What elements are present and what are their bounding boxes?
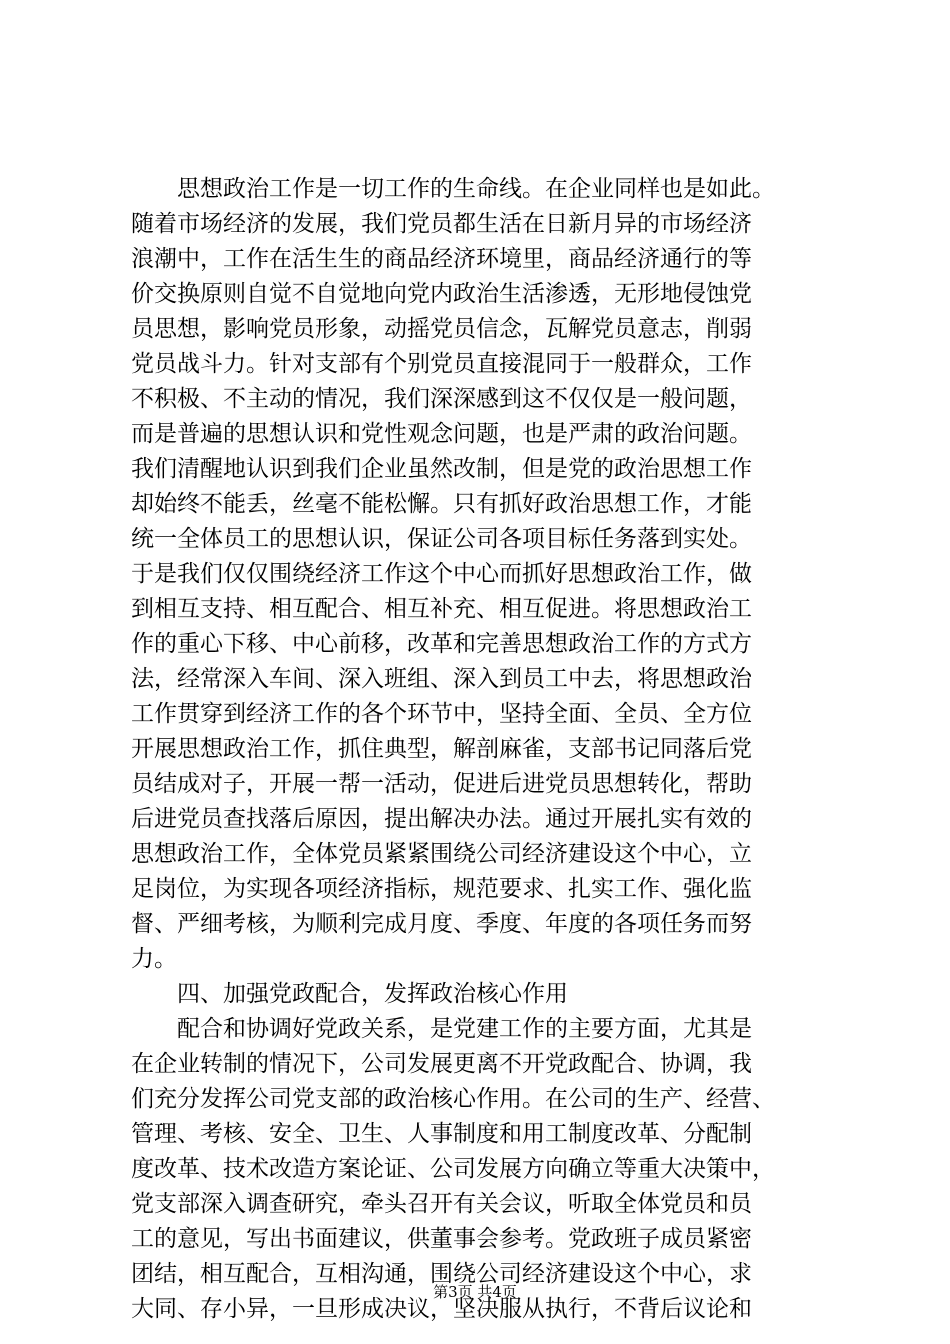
paragraph-line: 却始终不能丢，丝毫不能松懈。只有抓好政治思想工作，才能 [131, 491, 752, 517]
paragraph-line: 价交换原则自觉不自觉地向党内政治生活渗透，无形地侵蚀党 [131, 281, 752, 307]
body-text [131, 172, 831, 1327]
paragraph-line: 不积极、不主动的情况，我们深深感到这不仅仅是一般问题， [131, 386, 752, 412]
paragraph-line: 管理、考核、安全、卫生、人事制度和用工制度改革、分配制 [131, 1121, 752, 1147]
paragraph-line: 思想政治工作，全体党员紧紧围绕公司经济建设这个中心，立 [131, 841, 752, 867]
paragraph-line: 后进党员查找落后原因，提出解决办法。通过开展扎实有效的 [131, 806, 752, 832]
paragraph-line: 党员战斗力。针对支部有个别党员直接混同于一般群众，工作 [131, 351, 752, 377]
page-number: 第3页 共4页 [433, 1283, 517, 1301]
paragraph-line: 浪潮中，工作在活生生的商品经济环境里，商品经济通行的等 [131, 246, 752, 272]
paragraph-line: 工的意见，写出书面建议，供董事会参考。党政班子成员紧密 [131, 1226, 752, 1252]
paragraph-line: 随着市场经济的发展，我们党员都生活在日新月异的市场经济 [131, 211, 752, 237]
paragraph-line: 于是我们仅仅围绕经济工作这个中心而抓好思想政治工作，做 [131, 561, 752, 587]
paragraph-line: 配合和协调好党政关系，是党建工作的主要方面，尤其是 [177, 1016, 752, 1042]
paragraph-line: 到相互支持、相互配合、相互补充、相互促进。将思想政治工 [131, 596, 752, 622]
page-footer [0, 1282, 950, 1302]
paragraph-line: 开展思想政治工作，抓住典型，解剖麻雀，支部书记同落后党 [131, 736, 752, 762]
paragraph-line: 作的重心下移、中心前移，改革和完善思想政治工作的方式方 [131, 631, 752, 657]
paragraph-line: 在企业转制的情况下，公司发展更离不开党政配合、协调，我 [131, 1051, 752, 1077]
paragraph-line: 员结成对子，开展一帮一活动，促进后进党员思想转化，帮助 [131, 771, 752, 797]
section-heading: 四、加强党政配合，发挥政治核心作用 [177, 981, 568, 1007]
paragraph-line: 工作贯穿到经济工作的各个环节中，坚持全面、全员、全方位 [131, 701, 752, 727]
paragraph-line: 大同、存小异，一旦形成决议，坚决服从执行，不背后议论和 [131, 1296, 752, 1322]
paragraph-line: 我们清醒地认识到我们企业虽然改制，但是党的政治思想工作 [131, 456, 752, 482]
paragraph-line: 力。 [131, 946, 177, 972]
paragraph-line: 足岗位，为实现各项经济指标，规范要求、扎实工作、强化监 [131, 876, 752, 902]
paragraph-line: 法，经常深入车间、深入班组、深入到员工中去，将思想政治 [131, 666, 752, 692]
paragraph-line: 而是普遍的思想认识和党性观念问题，也是严肃的政治问题。 [131, 421, 752, 447]
paragraph-line: 思想政治工作是一切工作的生命线。在企业同样也是如此。 [177, 176, 775, 202]
paragraph-line: 党支部深入调查研究，牵头召开有关会议，听取全体党员和员 [131, 1191, 752, 1217]
paragraph-line: 们充分发挥公司党支部的政治核心作用。在公司的生产、经营、 [131, 1086, 775, 1112]
paragraph-line: 统一全体员工的思想认识，保证公司各项目标任务落到实处。 [131, 526, 752, 552]
paragraph-line: 度改革、技术改造方案论证、公司发展方向确立等重大决策中， [131, 1156, 775, 1182]
paragraph-line: 团结，相互配合，互相沟通，围绕公司经济建设这个中心，求 [131, 1261, 752, 1287]
paragraph-line: 督、严细考核，为顺利完成月度、季度、年度的各项任务而努 [131, 911, 752, 937]
paragraph-line: 员思想，影响党员形象，动摇党员信念，瓦解党员意志，削弱 [131, 316, 752, 342]
